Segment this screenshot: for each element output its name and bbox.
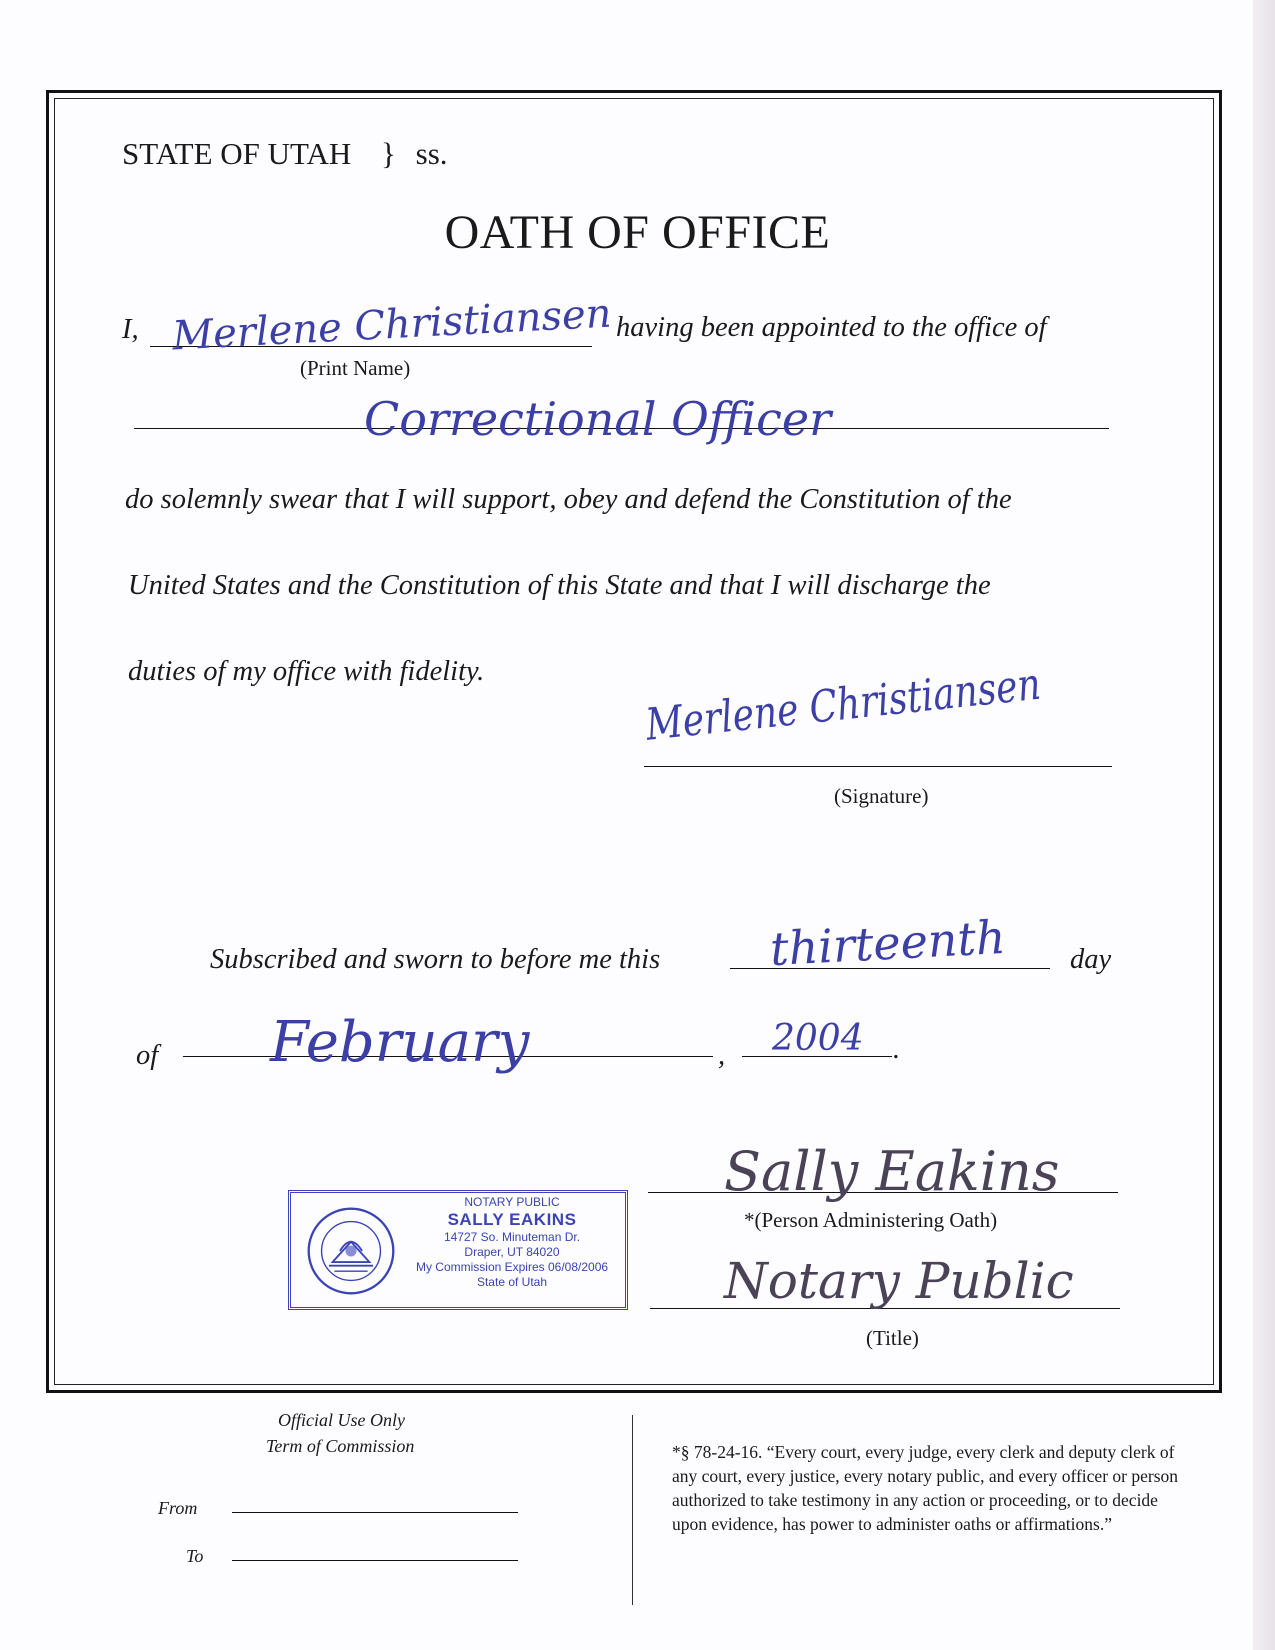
oath-text-line-3: duties of my office with fidelity. (128, 656, 485, 687)
subscribed-text: Subscribed and sworn to before me this (210, 944, 661, 975)
stamp-commission: My Commission Expires 06/08/2006 (415, 1260, 609, 1274)
stamp-name: SALLY EAKINS (447, 1210, 577, 1229)
signature-line (644, 766, 1112, 767)
date-comma: , (718, 1040, 726, 1071)
appointed-text: having been appointed to the office of (616, 312, 1047, 343)
year-handwritten: 2004 (772, 1018, 864, 1059)
oath-pronoun: I, (122, 314, 139, 345)
stamp-address-1: 14727 So. Minuteman Dr. (443, 1230, 581, 1244)
from-line (232, 1512, 518, 1513)
to-line (232, 1560, 518, 1561)
ss-abbrev: ss. (415, 136, 448, 171)
signature-handwritten: Merlene Christiansen (643, 658, 1044, 751)
stamp-address-2: Draper, UT 84020 (464, 1245, 560, 1259)
term-of-commission-label: Term of Commission (266, 1436, 415, 1456)
name-handwritten: Merlene Christiansen (171, 290, 613, 360)
title-caption: (Title) (866, 1326, 919, 1350)
month-handwritten: February (270, 1010, 530, 1075)
of-word: of (136, 1040, 159, 1071)
stamp-heading: NOTARY PUBLIC (464, 1195, 560, 1209)
office-handwritten: Correctional Officer (364, 392, 832, 446)
official-use-label: Official Use Only (278, 1410, 405, 1430)
stamp-state: State of Utah (476, 1275, 548, 1289)
date-period: . (893, 1034, 901, 1065)
oath-text-line-1: do solemnly swear that I will support, obey and defend the Constitution of the (125, 484, 1012, 515)
state-brace: } (381, 136, 396, 171)
administrator-handwritten: Sally Eakins (724, 1140, 1060, 1203)
day-word: day (1070, 944, 1112, 975)
to-label: To (186, 1546, 204, 1566)
signature-caption: (Signature) (834, 784, 929, 808)
state-name: STATE OF UTAH (122, 136, 352, 171)
print-name-caption: (Print Name) (300, 356, 411, 380)
page-title: OATH OF OFFICE (444, 206, 831, 259)
administrator-caption: *(Person Administering Oath) (744, 1208, 998, 1232)
from-label: From (158, 1498, 198, 1518)
stamp-text (399, 1195, 625, 1290)
day-handwritten: thirteenth (768, 909, 1007, 977)
notary-stamp (288, 1190, 628, 1310)
state-header (122, 136, 448, 172)
state-seal-icon (305, 1205, 397, 1297)
title-handwritten: Notary Public (724, 1252, 1074, 1310)
footer-divider (632, 1415, 633, 1605)
oath-text-line-2: United States and the Constitution of this State and that I will discharge the (128, 570, 991, 601)
statute-text: *§ 78-24-16. “Every court, every judge, every clerk and deputy clerk of any court, every justice, every notary public, and every officer or person authorized to take testimony in any action or proceeding, or to decide upon evidence, has power to administer oaths or affirmations.” (672, 1442, 1179, 1534)
